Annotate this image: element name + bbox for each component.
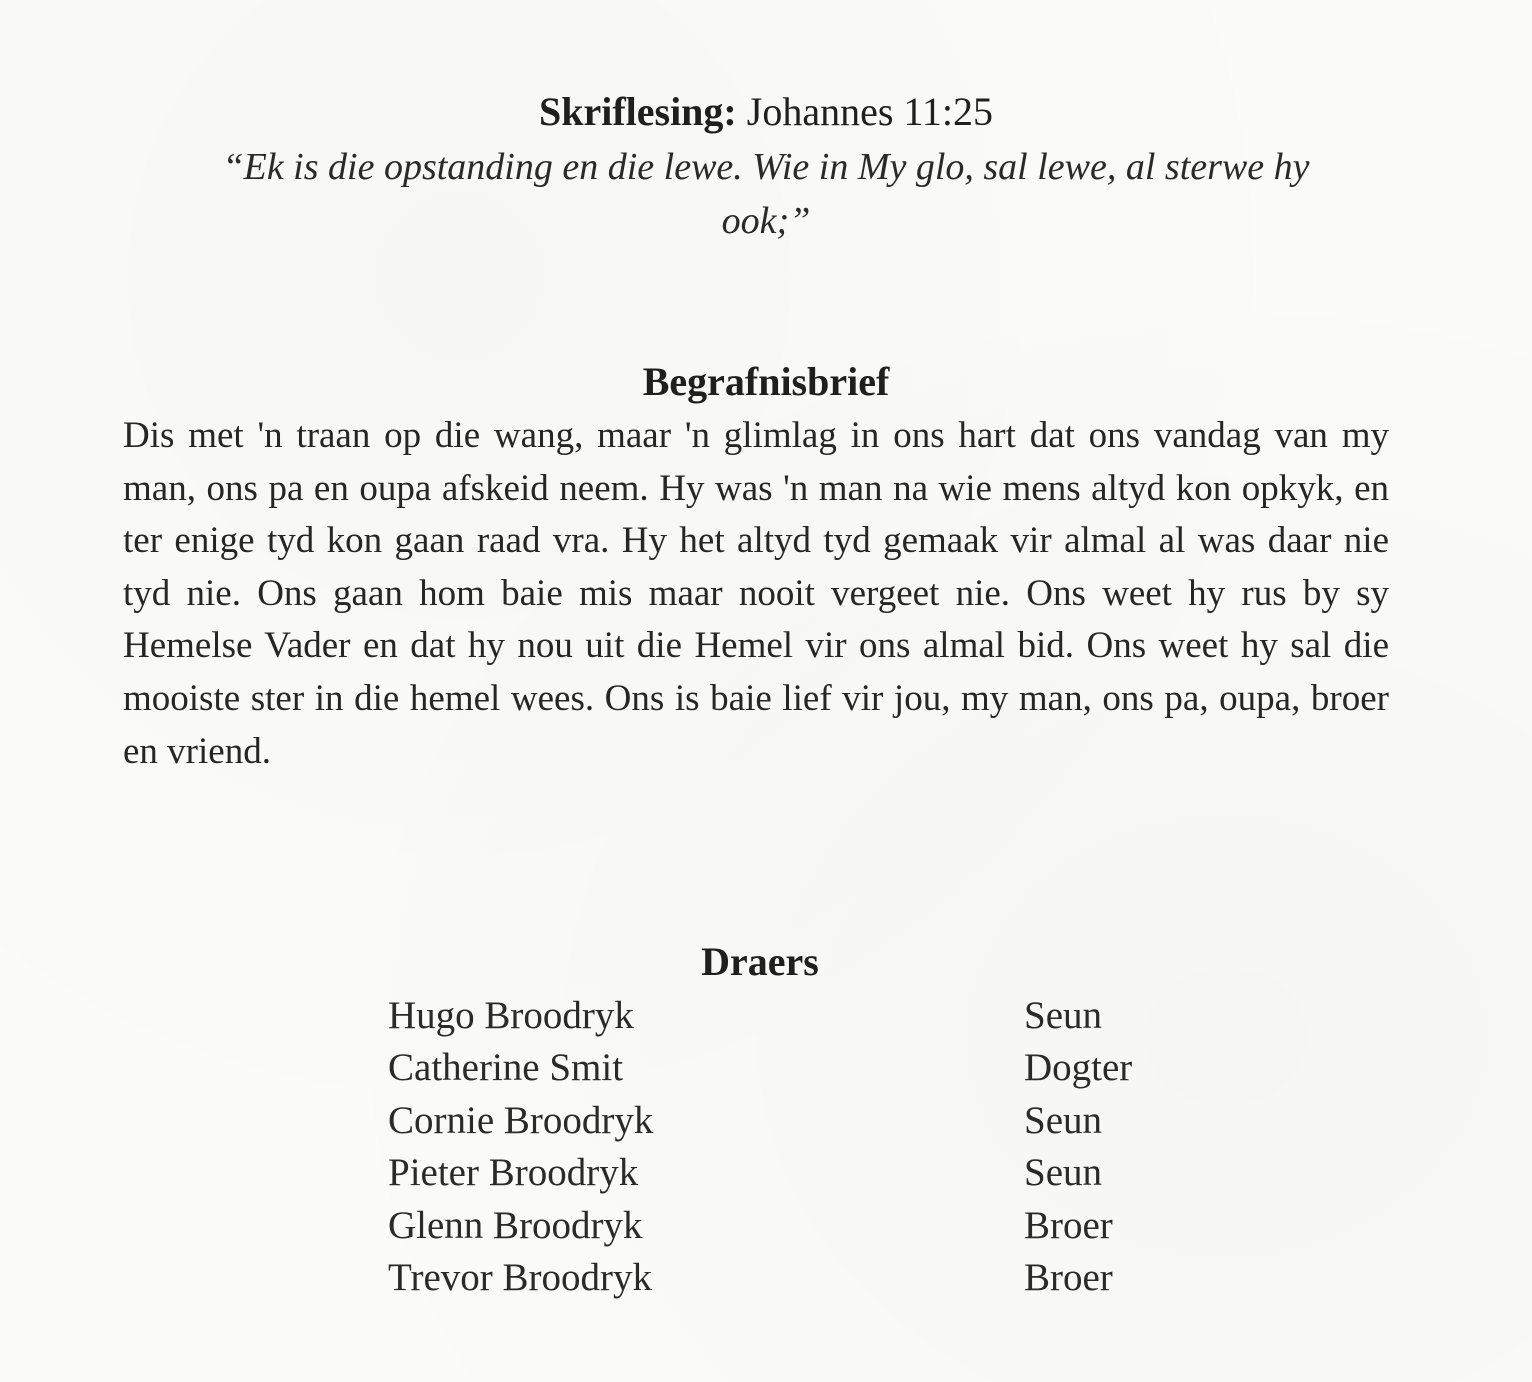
bearers-title: Draers (701, 939, 819, 984)
bearer-row (388, 1252, 1288, 1304)
bearer-relation: Seun (1024, 1151, 1102, 1195)
bearer-name: Hugo Broodryk (388, 994, 634, 1037)
bearer-relation: Dogter (1024, 1046, 1133, 1090)
bearer-name: Cornie Broodryk (388, 1098, 654, 1142)
bearer-relation: Broer (1024, 1256, 1113, 1300)
bearer-relation: Seun (1024, 1098, 1102, 1142)
letter-title: Begrafnisbrief (642, 359, 890, 404)
bearer-name: Glenn Broodryk (388, 1203, 643, 1247)
bearer-name: Catherine Smit (388, 1046, 624, 1090)
bearer-row (388, 990, 1288, 1042)
bearer-name: Pieter Broodryk (388, 1151, 639, 1195)
bearer-relation: Seun (1024, 994, 1102, 1037)
bearer-row (388, 1147, 1288, 1199)
letter-body: Dis met 'n traan op die wang, maar 'n glimlag in ons hart dat ons vandag van my man, ons pa en oupa afskeid neem. Hy was 'n man na wie mens altyd kon opkyk, en ter enige tyd kon gaan raad vra. Hy het altyd tyd gemaak vir almal al was daar nie tyd nie. Ons gaan hom baie mis maar nooit vergeet nie. Ons weet hy rus by sy Hemelse Vader en dat hy nou uit die Hemel vir ons almal bid. Ons weet hy sal die mooiste ster in die hemel wees. Ons is baie lief vir jou, my man, ons pa, oupa, broer en vriend. (123, 415, 1389, 772)
scripture-quote: “Ek is die opstanding en die lewe. Wie in My glo, sal lewe, al sterwe hy ook;” (222, 146, 1310, 242)
bearers-list (388, 990, 1288, 1304)
bearer-relation: Broer (1024, 1203, 1113, 1247)
scripture-reference: Johannes 11:25 (746, 89, 994, 134)
bearer-name: Trevor Broodryk (388, 1256, 652, 1300)
scripture-label: Skriflesing: (538, 89, 737, 134)
bearer-row (388, 1200, 1288, 1252)
bearer-row (388, 1042, 1288, 1094)
scripture-heading (0, 88, 1532, 136)
bearer-row (388, 1095, 1288, 1147)
